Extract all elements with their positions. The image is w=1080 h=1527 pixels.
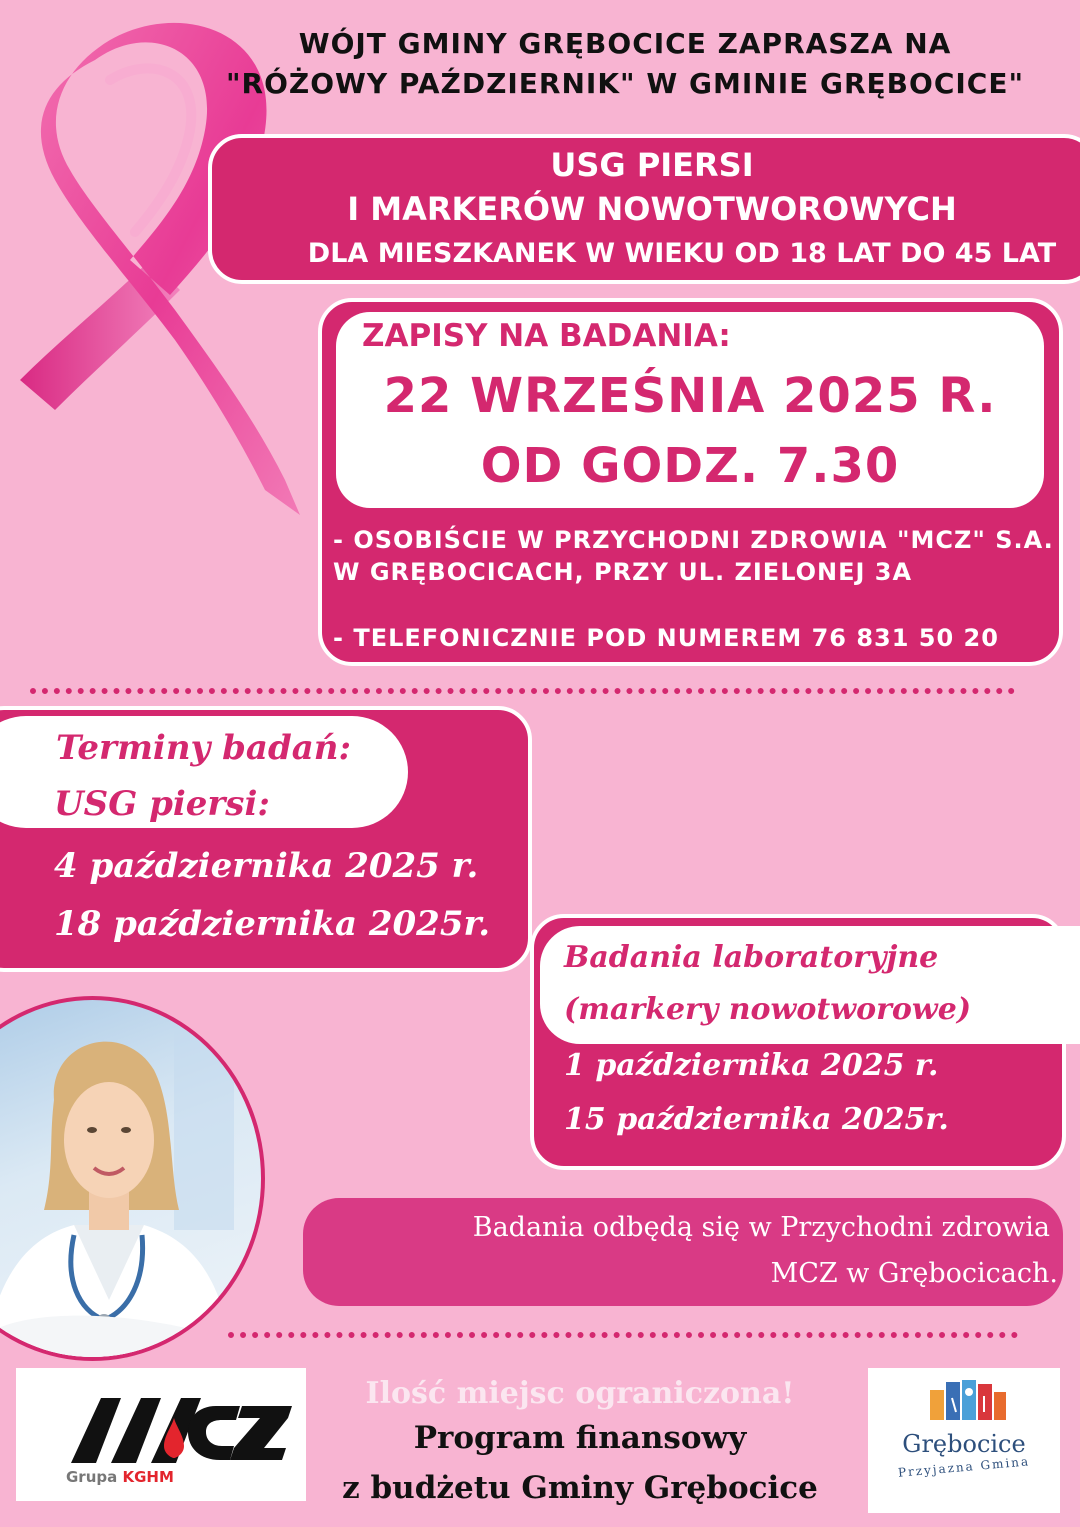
signup-time: OD GODZ. 7.30 [480,438,900,494]
grebocice-crest-icon [868,1368,1060,1428]
header-line-2: "RÓŻOWY PAŹDZIERNIK" W GMINIE GRĘBOCICE" [225,67,1025,100]
signup-label: ZAPISY NA BADANIA: [362,318,731,354]
usg-title: USG PIERSI [550,146,754,184]
program-line-1: Program finansowy [413,1420,747,1456]
mcz-group-name: KGHM [122,1468,174,1486]
lab-subtitle: (markery nowotworowe) [564,992,972,1027]
limited-places-note: Ilość miejsc ograniczona! [365,1376,795,1411]
gmina-tagline: Przyjazna Gmina [897,1454,1031,1480]
header-title [200,24,1050,104]
doctor-illustration-icon [0,1000,265,1361]
location-line-2: MCZ w Grębocicach. [770,1258,1058,1289]
signup-in-person-line-2: W GRĘBOCICACH, PRZY UL. ZIELONEJ 3A [333,558,913,586]
mcz-group-label [66,1468,174,1486]
lab-date-1: 1 października 2025 r. [564,1048,939,1083]
lab-date-2: 15 października 2025r. [564,1102,949,1137]
dotted-divider-bottom [228,1332,1018,1338]
grebocice-logo [868,1368,1060,1513]
terms-subtitle: USG piersi: [54,784,270,824]
location-line-1: Badania odbędą się w Przychodni zdrowia [472,1212,1050,1243]
terms-title: Terminy badań: [56,728,352,768]
signup-phone-line: - TELEFONICZNIE POD NUMEREM 76 831 50 20 [333,624,999,652]
mcz-group-prefix: Grupa [66,1468,123,1486]
header-line-1: WÓJT GMINY GRĘBOCICE ZAPRASZA NA [298,27,952,60]
usg-banner [208,134,1080,284]
usg-age-range: DLA MIESZKANEK W WIEKU OD 18 LAT DO 45 LAT [307,238,1057,269]
gmina-name: Grębocice [902,1430,1026,1458]
signup-date: 22 WRZEŚNIA 2025 R. [383,368,997,424]
usg-date-2: 18 października 2025r. [54,904,491,944]
usg-date-1: 4 października 2025 r. [54,846,479,886]
signup-in-person-line-1: - OSOBIŚCIE W PRZYCHODNI ZDROWIA "MCZ" S.A. [333,526,1054,554]
usg-markers-title: I MARKERÓW NOWOTWOROWYCH [347,190,957,228]
dotted-divider-top [30,688,1015,694]
doctor-photo [0,996,265,1361]
lab-title: Badania laboratoryjne [564,940,939,975]
program-line-2: z budżetu Gminy Grębocice [342,1470,818,1506]
